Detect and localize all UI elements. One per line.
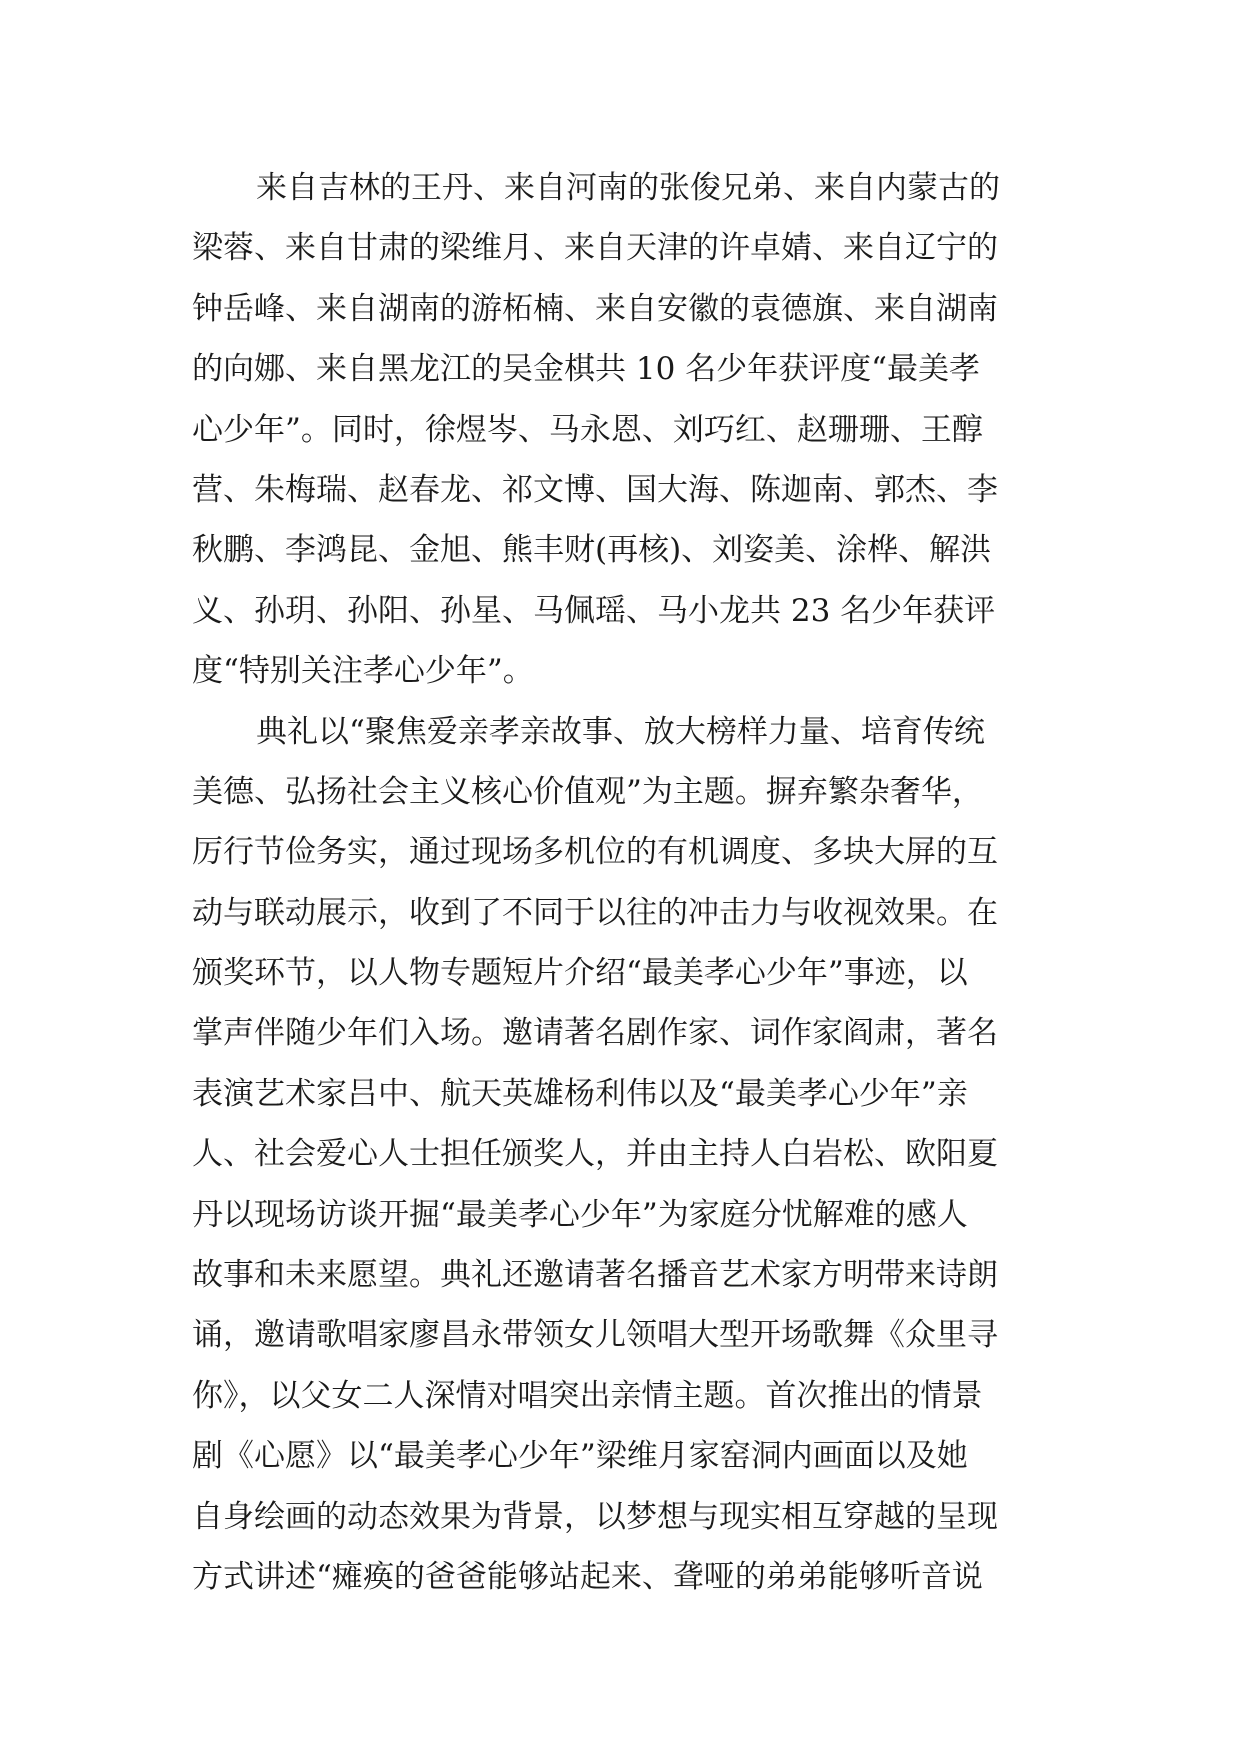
text-line: 来自吉林的王丹、来自河南的张俊兄弟、来自内蒙古的	[256, 170, 1000, 206]
text-line: 颁奖环节，以人物专题短片介绍“最美孝心少年”事迹，以	[192, 955, 968, 992]
document-body	[192, 158, 1052, 1607]
text-line: 剧《心愿》以“最美孝心少年”梁维月家窑洞内画面以及她	[192, 1438, 968, 1475]
text-line: 方式讲述“瘫痪的爸爸能够站起来、聋哑的弟弟能够听音说	[192, 1558, 983, 1595]
text-line: 你》，以父女二人深情对唱突出亲情主题。首次推出的情景	[192, 1377, 983, 1414]
text-line: 诵，邀请歌唱家廖昌永带领女儿领唱大型开场歌舞《众里寻	[192, 1317, 998, 1354]
text-line: 表演艺术家吕中、航天英雄杨利伟以及“最美孝心少年”亲	[192, 1075, 968, 1112]
text-line: 丹以现场访谈开掘“最美孝心少年”为家庭分忧解难的感人	[192, 1196, 968, 1233]
text-line: 掌声伴随少年们入场。邀请著名剧作家、词作家阎肃，著名	[192, 1015, 998, 1052]
paragraph-awardees	[192, 158, 1052, 702]
text-line: 的向娜、来自黑龙江的吴金棋共 10 名少年获评度“最美孝	[192, 351, 980, 388]
text-line: 心少年”。同时，徐煜岑、马永恩、刘巧红、赵珊珊、王醇	[192, 411, 983, 448]
text-line: 自身绘画的动态效果为背景，以梦想与现实相互穿越的呈现	[192, 1498, 998, 1535]
text-line: 钟岳峰、来自湖南的游柘楠、来自安徽的袁德旗、来自湖南	[192, 290, 998, 327]
text-line: 梁蓉、来自甘肃的梁维月、来自天津的许卓婧、来自辽宁的	[192, 230, 998, 267]
text-line: 义、孙玥、孙阳、孙星、马佩瑶、马小龙共 23 名少年获评	[192, 592, 996, 629]
text-line: 动与联动展示，收到了不同于以往的冲击力与收视效果。在	[192, 894, 998, 931]
text-line: 故事和未来愿望。典礼还邀请著名播音艺术家方明带来诗朗	[192, 1257, 998, 1294]
text-line: 度“特别关注孝心少年”。	[192, 653, 534, 690]
text-line: 营、朱梅瑞、赵春龙、祁文博、国大海、陈迦南、郭杰、李	[192, 471, 998, 508]
text-line: 厉行节俭务实，通过现场多机位的有机调度、多块大屏的互	[192, 834, 998, 871]
text-line: 秋鹏、李鸿昆、金旭、熊丰财(再核)、刘姿美、涂桦、解洪	[192, 532, 992, 569]
text-line: 人、社会爱心人士担任颁奖人，并由主持人白岩松、欧阳夏	[192, 1136, 998, 1173]
text-line: 典礼以“聚焦爱亲孝亲故事、放大榜样力量、培育传统	[256, 713, 985, 750]
paragraph-ceremony	[192, 702, 1052, 1608]
text-line: 美德、弘扬社会主义核心价值观”为主题。摒弃繁杂奢华，	[192, 773, 983, 810]
